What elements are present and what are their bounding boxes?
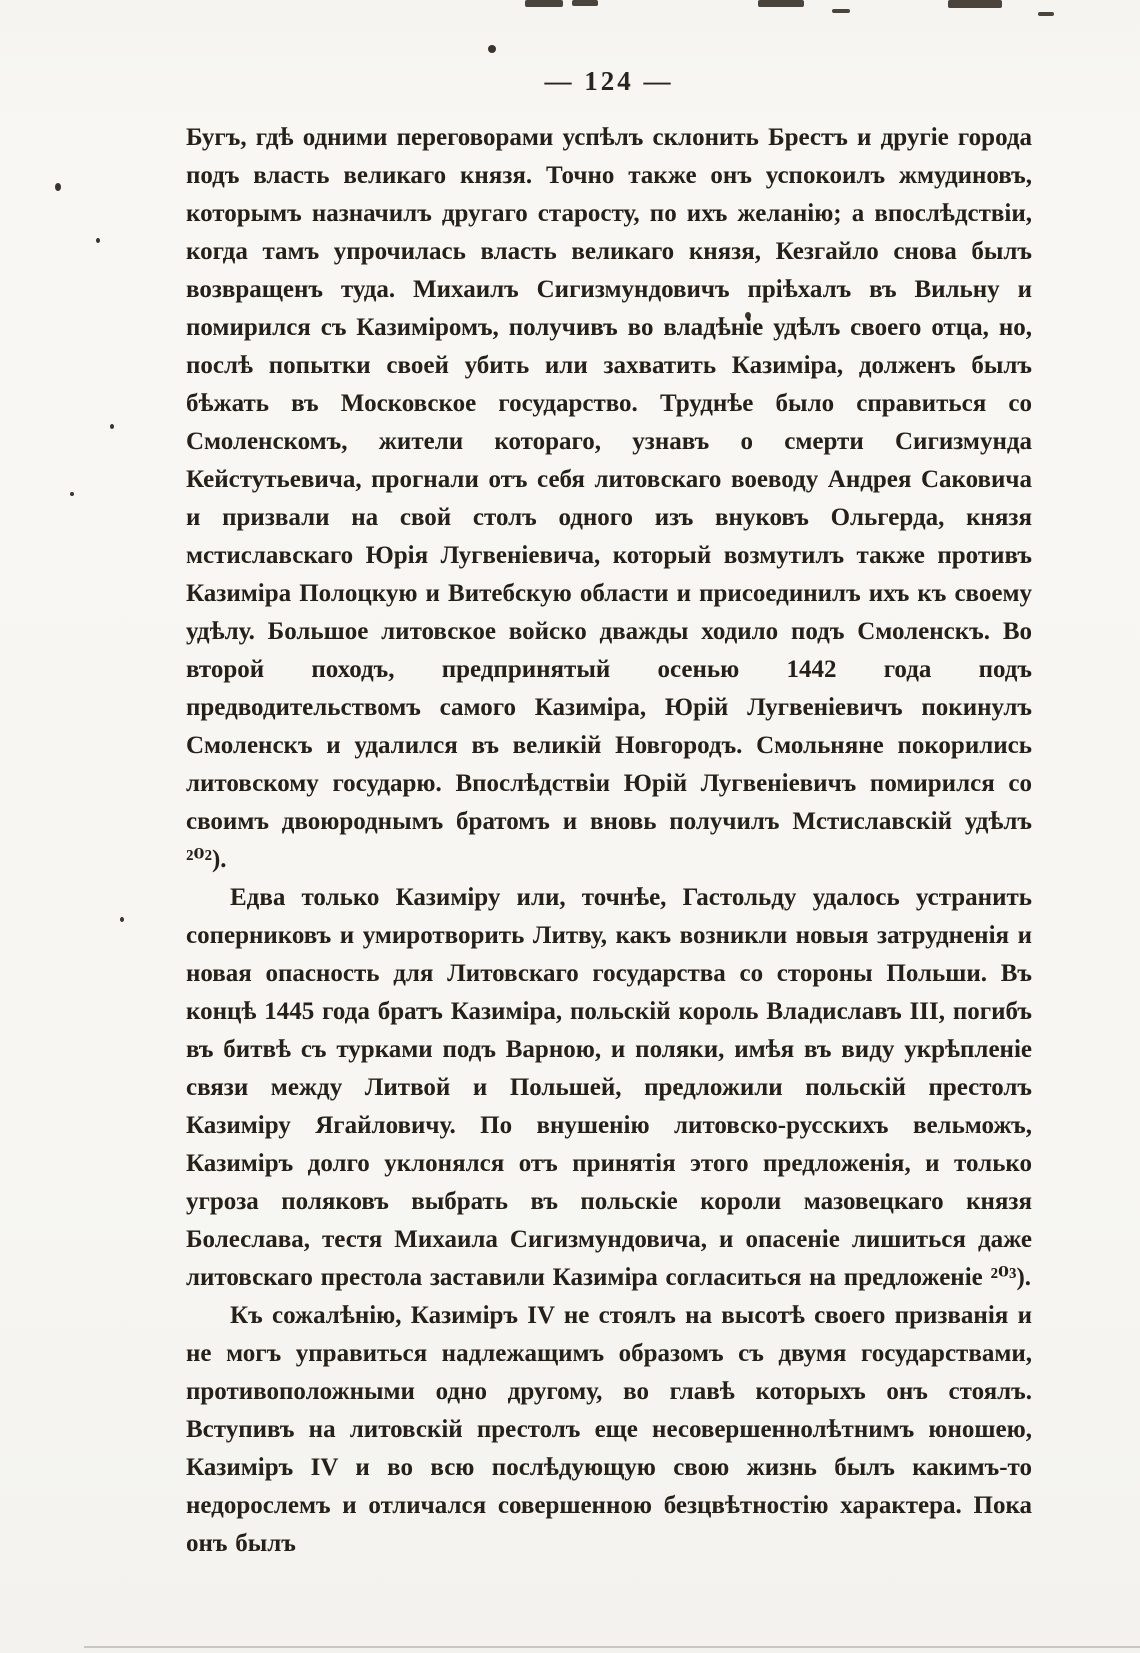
scan-artifact: [572, 0, 598, 6]
scan-speck: [70, 492, 74, 496]
scan-speck: [110, 424, 114, 429]
scan-artifact: [948, 0, 1002, 8]
text-column: [186, 66, 1032, 1563]
scan-speck: [120, 917, 124, 922]
scan-artifact: [525, 0, 563, 7]
body-paragraph: Къ сожалѣнію, Казиміръ IV не стоялъ на высотѣ своего призванія и не могъ управиться надлежащимъ образомъ съ двумя государствами, противоположными одно другому, во главѣ которыхъ онъ стоялъ. Вступивъ на литовскій престолъ еще несовершеннолѣтнимъ юношею, Казиміръ IV и во всю послѣдующую свою жизнь былъ какимъ-то недорослемъ и отличался совершенною безцвѣтностію характера. Пока онъ былъ: [186, 1302, 1032, 1557]
scan-speck: [55, 183, 61, 191]
body-paragraph: Едва только Казиміру или, точнѣе, Гастольду удалось устранить соперниковъ и умиротворить Литву, какъ возникли новыя затрудненія и новая опасность для Литовскаго государства со стороны Польши. Въ концѣ 1445 года братъ Казиміра, польскій король Владиславъ III, погибъ въ битвѣ съ турками подъ Варною, и поляки, имѣя въ виду укрѣпленіе связи между Литвой и Польшей, предложили польскій престолъ Казиміру Ягайловичу. По внушенію литовско-русскихъ вельможъ, Казиміръ долго уклонялся отъ принятія этого предложенія, и только угроза поляковъ выбрать въ польскіе короли мазовецкаго князя Болеслава, тестя Михаила Сигизмундовича, и опасеніе лишиться даже литовскаго престола заставили Казиміра согласиться на предложеніе ²⁰³).: [186, 884, 1032, 1291]
scan-speck: [488, 45, 496, 53]
body-paragraph: Бугъ, гдѣ одними переговорами успѣлъ склонить Брестъ и другіе города подъ власть великаго князя. Точно также онъ успокоилъ жмудиновъ, которымъ назначилъ другаго старосту, по ихъ желанію; а впослѣдствіи, когда тамъ упрочилась власть великаго князя, Кезгайло снова былъ возвращенъ туда. Михаилъ Сигизмундовичъ пріѣхалъ въ Вильну и помирился съ Казиміромъ, получивъ во владѣніе удѣлъ своего отца, но, послѣ попытки своей убить или захватить Казиміра, долженъ былъ бѣжать въ Московское государство. Труднѣе было справиться со Смоленскомъ, жители котораго, узнавъ о смерти Сигизмунда Кейстутьевича, прогнали отъ себя литовскаго воеводу Андрея Саковича и призвали на свой столъ одного изъ внуковъ Ольгерда, князя мстиславскаго Юрія Лугвеніевича, который возмутилъ также противъ Казиміра Полоцкую и Витебскую области и присоединилъ ихъ къ своему удѣлу. Большое литовское войско дважды ходило подъ Смоленскъ. Во второй походъ, предпринятый осенью 1442 года подъ предводительствомъ самого Казиміра, Юрій Лугвеніевичъ покинулъ Смоленскъ и удалился въ великій Новгородъ. Смольняне покорились литовскому государю. Впослѣдствіи Юрій Лугвеніевичъ помирился со своимъ двоюроднымъ братомъ и вновь получилъ Мстиславскій удѣлъ ²⁰²).: [186, 124, 1032, 873]
scan-speck: [96, 238, 100, 243]
scan-artifact: [1038, 12, 1054, 16]
scan-artifact: [832, 9, 850, 13]
scan-edge-line: [84, 1646, 1140, 1648]
page-number: — 124 —: [544, 66, 674, 96]
scan-artifact: [758, 0, 804, 7]
